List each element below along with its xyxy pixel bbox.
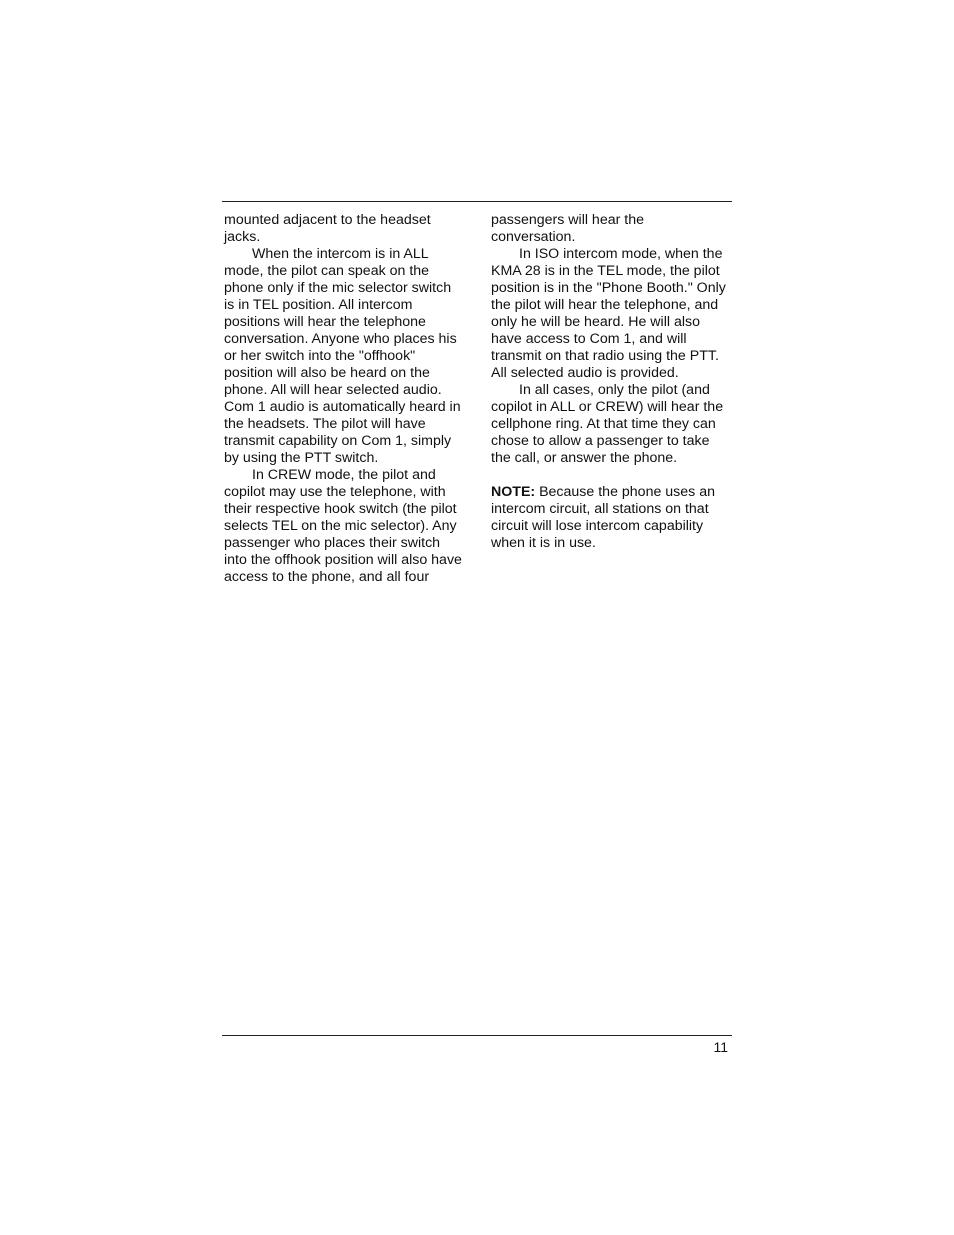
text-line: is in TEL position. All intercom: [224, 297, 413, 313]
text-line: position will also be heard on the: [224, 365, 430, 381]
text-line: their respective hook switch (the pilot: [224, 501, 457, 517]
paragraph-spacer: [491, 467, 729, 484]
text-line: Com 1 audio is automatically heard in: [224, 399, 461, 415]
note-first-line: [491, 484, 729, 501]
text-line: into the offhook position will also have: [224, 552, 462, 568]
text-line: KMA 28 is in the TEL mode, the pilot: [491, 263, 720, 279]
text-line: All selected audio is provided.: [491, 365, 679, 381]
text-line: copilot may use the telephone, with: [224, 484, 446, 500]
text-line: In CREW mode, the pilot and: [252, 467, 436, 483]
text-line: phone. All will hear selected audio.: [224, 382, 442, 398]
text-line: conversation.: [491, 229, 576, 245]
left-column: [224, 212, 462, 586]
text-line: When the intercom is in ALL: [252, 246, 429, 262]
right-column: [491, 212, 729, 552]
text-line: access to the phone, and all four: [224, 569, 430, 585]
text-line: In all cases, only the pilot (and: [519, 382, 710, 398]
note-label: NOTE:: [491, 484, 536, 500]
header-rule: [222, 201, 732, 202]
text-line: the call, or answer the phone.: [491, 450, 678, 466]
page-number: 11: [713, 1039, 728, 1055]
text-line: jacks.: [224, 229, 261, 245]
right-column-body: [491, 212, 729, 467]
text-line: or her switch into the "offhook": [224, 348, 416, 364]
note-first-text: Because the phone uses an: [535, 484, 715, 500]
text-line: passengers will hear the: [491, 212, 644, 228]
text-line: phone only if the mic selector switch: [224, 280, 452, 296]
text-line: transmit capability on Com 1, simply: [224, 433, 452, 449]
text-line: only he will be heard. He will also: [491, 314, 700, 330]
text-line: conversation. Anyone who places his: [224, 331, 457, 347]
note-line: circuit will lose intercom capability: [491, 518, 704, 534]
text-line: mounted adjacent to the headset: [224, 212, 431, 228]
note-line: when it is in use.: [491, 535, 596, 551]
note-body: [491, 501, 729, 552]
note-line: intercom circuit, all stations on that: [491, 501, 709, 517]
text-line: position is in the "Phone Booth." Only: [491, 280, 726, 296]
text-line: transmit on that radio using the PTT.: [491, 348, 719, 364]
text-line: mode, the pilot can speak on the: [224, 263, 430, 279]
note-block: [491, 484, 729, 552]
text-line: copilot in ALL or CREW) will hear the: [491, 399, 724, 415]
text-line: the pilot will hear the telephone, and: [491, 297, 719, 313]
text-line: have access to Com 1, and will: [491, 331, 687, 347]
text-line: the headsets. The pilot will have: [224, 416, 426, 432]
text-line: selects TEL on the mic selector). Any: [224, 518, 457, 534]
text-line: passenger who places their switch: [224, 535, 441, 551]
text-line: by using the PTT switch.: [224, 450, 379, 466]
text-line: positions will hear the telephone: [224, 314, 426, 330]
text-line: chose to allow a passenger to take: [491, 433, 710, 449]
footer-rule: [222, 1035, 732, 1036]
text-line: In ISO intercom mode, when the: [519, 246, 723, 262]
text-line: cellphone ring. At that time they can: [491, 416, 716, 432]
